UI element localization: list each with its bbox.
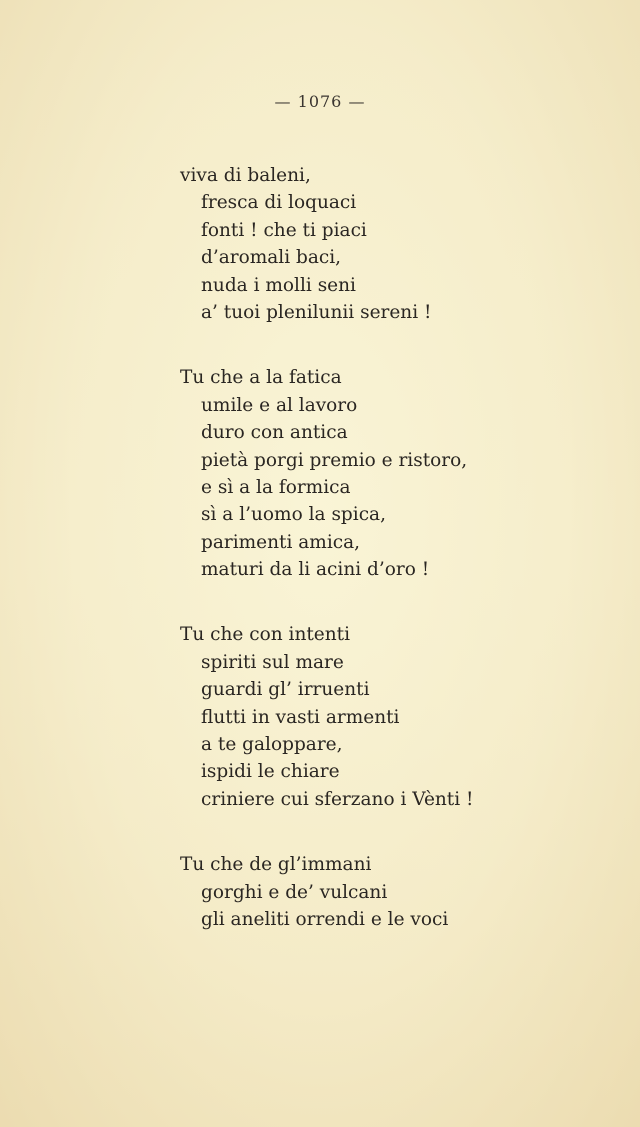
poem-line: gorghi e de’ vulcani — [201, 881, 388, 903]
poem-line: duro con antica — [201, 422, 348, 444]
poem-line: criniere cui sferzano i Vènti ! — [201, 788, 474, 810]
poem-line: fonti ! che ti piaci — [201, 219, 367, 241]
poem-line: parimenti amica, — [201, 531, 361, 553]
poem-line: e sì a la formica — [201, 476, 351, 498]
poem-line: ispidi le chiare — [201, 761, 340, 783]
stanza-1 — [180, 162, 620, 326]
poem-line: fresca di loquaci — [201, 192, 357, 214]
poem-line: Tu che a la fatica — [180, 367, 342, 389]
poem-line: a’ tuoi plenilunii sereni ! — [201, 301, 432, 323]
stanza-4 — [180, 851, 620, 933]
poem-line: umile e al lavoro — [201, 394, 358, 416]
poem-line: pietà porgi premio e ristoro, — [201, 449, 468, 471]
poem-line: viva di baleni, — [180, 165, 311, 186]
stanza-gap — [180, 813, 620, 851]
poem-line: flutti in vasti armenti — [201, 706, 400, 728]
page-number: — 1076 — — [274, 92, 366, 111]
stanza-2 — [180, 364, 620, 583]
poem-line: a te galoppare, — [201, 734, 343, 756]
poem-line: nuda i molli seni — [201, 274, 356, 296]
poem-line: gli aneliti orrendi e le voci — [201, 908, 449, 930]
poem-line: Tu che de gl’immani — [180, 854, 372, 876]
poem-line: sì a l’uomo la spica, — [201, 504, 386, 526]
poem — [180, 162, 620, 933]
stanza-gap — [180, 326, 620, 364]
poem-line: maturi da li acini d’oro ! — [201, 559, 430, 581]
poem-line: spiriti sul mare — [201, 651, 344, 673]
poem-line: guardi gl’ irruenti — [201, 679, 370, 701]
poem-line: d’aromali baci, — [201, 247, 342, 269]
poem-line: Tu che con intenti — [180, 624, 351, 646]
stanza-gap — [180, 583, 620, 621]
stanza-3 — [180, 621, 620, 813]
